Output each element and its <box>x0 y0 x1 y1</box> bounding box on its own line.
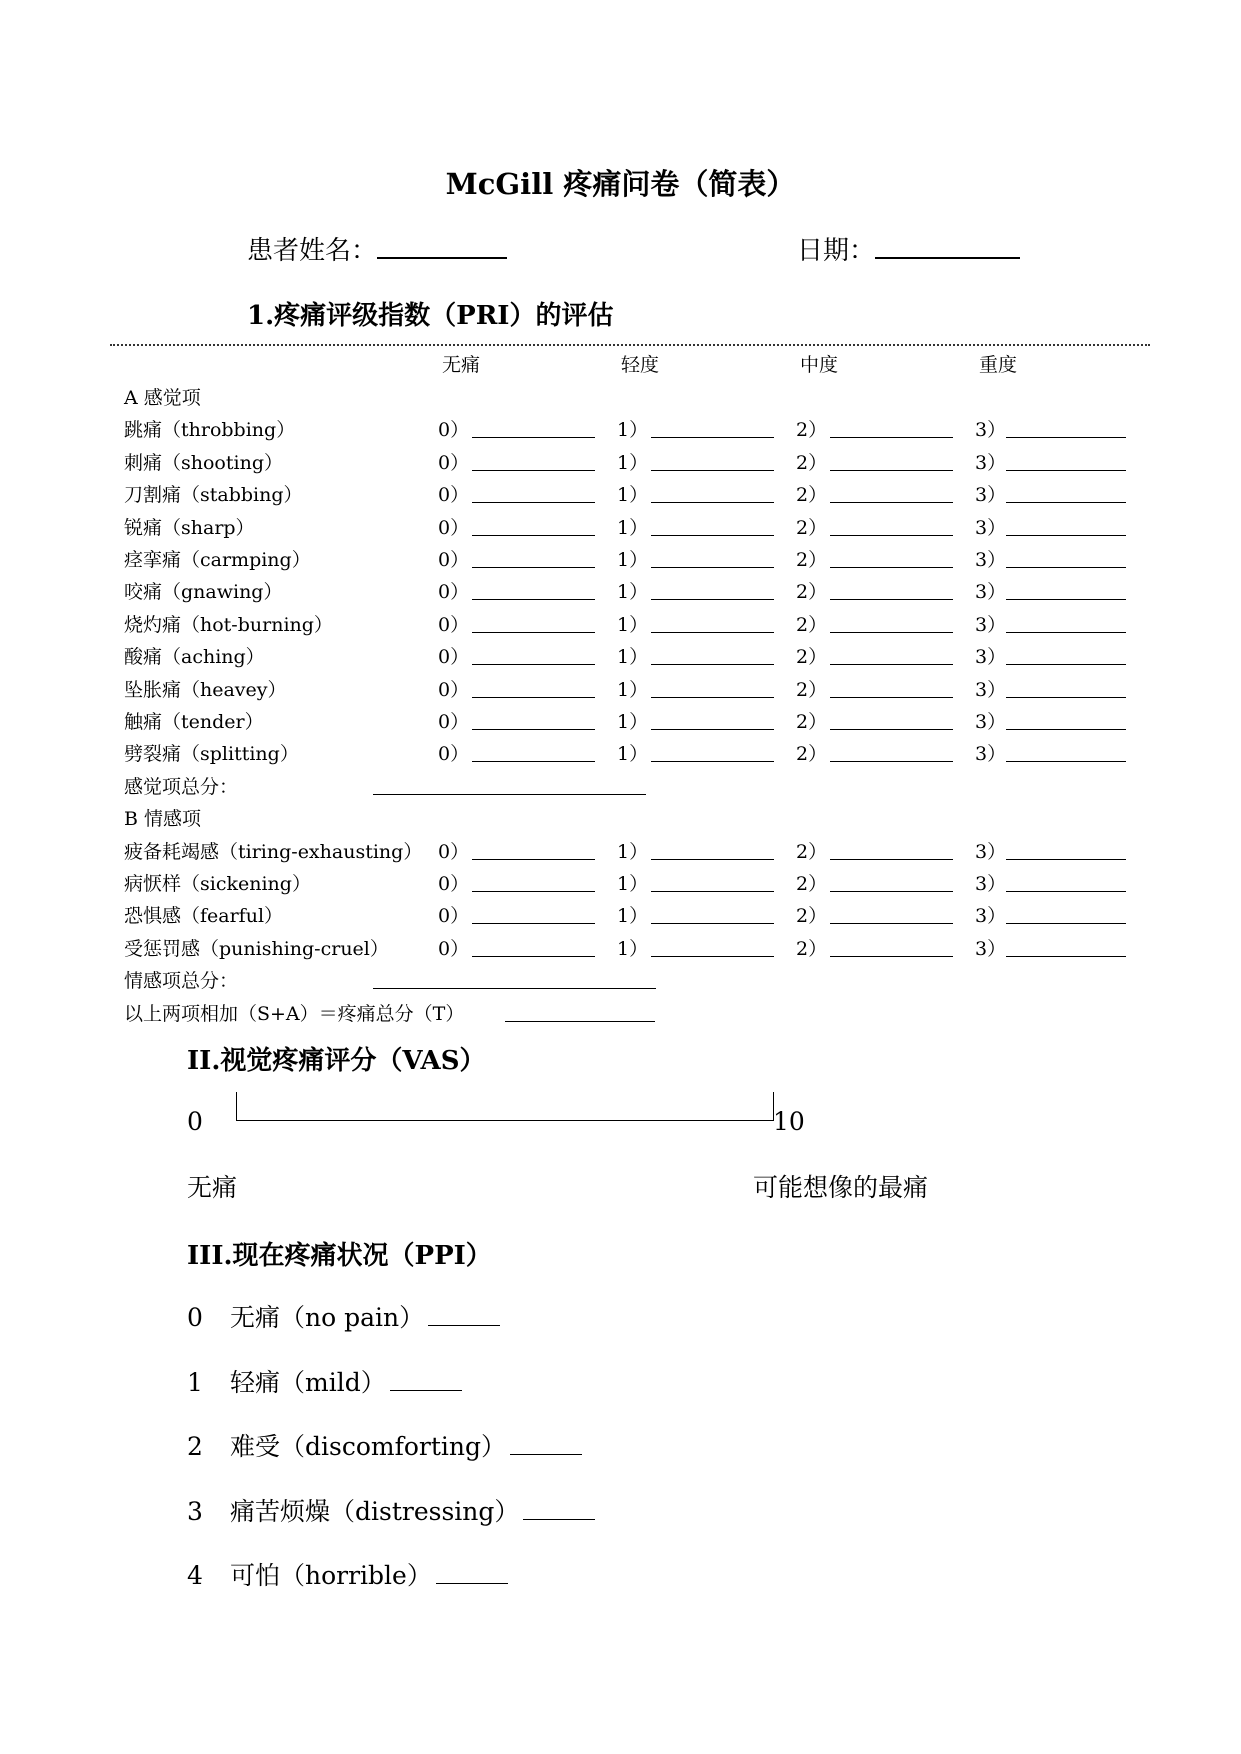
option-prefix-2: 2） <box>796 613 828 636</box>
option-blank-2[interactable] <box>830 859 953 860</box>
option-prefix-1: 1） <box>617 613 649 636</box>
option-blank-3[interactable] <box>1006 664 1126 665</box>
column-header-severe: 重度 <box>979 354 1018 376</box>
option-prefix-2: 2） <box>796 484 828 507</box>
option-blank-2[interactable] <box>830 470 953 471</box>
option-prefix-3: 3） <box>975 743 1007 766</box>
ppi-item-blank[interactable] <box>510 1454 582 1455</box>
option-prefix-1: 1） <box>617 646 649 669</box>
option-blank-2[interactable] <box>830 437 953 438</box>
option-blank-1[interactable] <box>651 859 774 860</box>
option-prefix-1: 1） <box>617 516 649 539</box>
option-prefix-1: 1） <box>617 419 649 442</box>
ppi-item-label: 无痛（no pain） <box>230 1303 425 1332</box>
option-prefix-0: 0） <box>438 743 470 766</box>
option-prefix-2: 2） <box>796 516 828 539</box>
option-prefix-3: 3） <box>975 419 1007 442</box>
pain-descriptor-label: 病恹样（sickening） <box>124 873 311 895</box>
option-blank-0[interactable] <box>472 535 595 536</box>
ppi-item-blank[interactable] <box>523 1519 595 1520</box>
pain-descriptor-label: 劈裂痛（splitting） <box>124 743 299 766</box>
sensory-total-blank[interactable] <box>373 794 646 795</box>
option-prefix-2: 2） <box>796 937 828 960</box>
option-prefix-0: 0） <box>438 484 470 507</box>
option-prefix-1: 1） <box>617 937 649 960</box>
pain-descriptor-label: 跳痛（throbbing） <box>124 419 296 442</box>
patient-name-label: 患者姓名： <box>247 236 378 266</box>
ppi-item-label: 轻痛（mild） <box>230 1367 386 1397</box>
option-prefix-0: 0） <box>438 711 470 733</box>
ppi-item-number: 2 <box>187 1432 203 1461</box>
option-blank-1[interactable] <box>651 599 774 600</box>
option-blank-0[interactable] <box>472 664 595 665</box>
option-prefix-3: 3） <box>975 905 1007 928</box>
dotted-divider <box>110 344 1150 346</box>
ppi-item <box>187 1298 500 1334</box>
option-blank-2[interactable] <box>830 923 953 924</box>
option-blank-0[interactable] <box>472 632 595 633</box>
option-prefix-0: 0） <box>438 646 470 669</box>
option-prefix-2: 2） <box>796 905 828 928</box>
ppi-item-blank[interactable] <box>428 1325 500 1326</box>
option-blank-2[interactable] <box>830 891 953 892</box>
date-row <box>797 230 1020 267</box>
total-score-label: 以上两项相加（S+A）＝疼痛总分（T） <box>124 1002 465 1025</box>
vas-max: 10 <box>773 1107 805 1136</box>
option-prefix-0: 0） <box>438 451 470 474</box>
option-blank-2[interactable] <box>830 729 953 730</box>
option-prefix-3: 3） <box>975 646 1007 669</box>
option-prefix-2: 2） <box>796 840 828 863</box>
patient-name-row <box>247 230 507 267</box>
option-prefix-2: 2） <box>796 711 828 733</box>
option-prefix-0: 0） <box>438 549 470 571</box>
option-prefix-0: 0） <box>438 581 470 604</box>
option-prefix-1: 1） <box>617 451 649 474</box>
option-blank-1[interactable] <box>651 891 774 892</box>
pain-descriptor-label: 锐痛（sharp） <box>124 516 255 539</box>
option-prefix-0: 0） <box>438 516 470 539</box>
ppi-heading: III.现在疼痛状况（PPI） <box>187 1241 492 1271</box>
option-prefix-3: 3） <box>975 678 1007 701</box>
option-blank-3[interactable] <box>1006 697 1126 698</box>
option-prefix-3: 3） <box>975 549 1007 571</box>
option-blank-0[interactable] <box>472 502 595 503</box>
ppi-item-number: 0 <box>187 1303 203 1332</box>
ppi-item <box>187 1556 508 1592</box>
vas-min: 0 <box>187 1107 203 1136</box>
option-blank-1[interactable] <box>651 729 774 730</box>
ppi-item <box>187 1492 595 1528</box>
option-prefix-1: 1） <box>617 711 649 733</box>
option-prefix-3: 3） <box>975 516 1007 539</box>
option-prefix-0: 0） <box>438 840 470 863</box>
option-blank-3[interactable] <box>1006 729 1126 730</box>
pain-descriptor-label: 恐惧感（fearful） <box>124 905 284 928</box>
option-blank-0[interactable] <box>472 437 595 438</box>
pain-descriptor-label: 刀割痛（stabbing） <box>124 484 303 507</box>
date-label: 日期： <box>797 236 876 266</box>
option-blank-0[interactable] <box>472 729 595 730</box>
pain-descriptor-label: 坠胀痛（heavey） <box>124 678 287 701</box>
vas-max-label: 可能想像的最痛 <box>753 1173 929 1202</box>
option-blank-3[interactable] <box>1006 567 1126 568</box>
option-blank-3[interactable] <box>1006 437 1126 438</box>
option-blank-0[interactable] <box>472 923 595 924</box>
option-blank-0[interactable] <box>472 567 595 568</box>
pain-descriptor-label: 烧灼痛（hot-burning） <box>124 613 333 636</box>
option-prefix-2: 2） <box>796 451 828 474</box>
option-blank-0[interactable] <box>472 470 595 471</box>
form-title: McGill 疼痛问卷（简表） <box>445 167 796 201</box>
option-prefix-1: 1） <box>617 840 649 863</box>
option-blank-3[interactable] <box>1006 761 1126 762</box>
option-blank-1[interactable] <box>651 761 774 762</box>
option-blank-1[interactable] <box>651 664 774 665</box>
option-blank-2[interactable] <box>830 567 953 568</box>
option-blank-1[interactable] <box>651 567 774 568</box>
pain-descriptor-label: 受惩罚感（punishing-cruel） <box>124 937 389 960</box>
pain-descriptor-label: 触痛（tender） <box>124 711 264 733</box>
option-prefix-3: 3） <box>975 451 1007 474</box>
option-blank-3[interactable] <box>1006 891 1126 892</box>
option-prefix-3: 3） <box>975 613 1007 636</box>
option-blank-0[interactable] <box>472 956 595 957</box>
sensory-heading: A 感觉项 <box>124 387 201 409</box>
affective-heading: B 情感项 <box>124 808 202 831</box>
ppi-item-label: 可怕（horrible） <box>230 1561 432 1590</box>
pain-descriptor-label: 疲备耗竭感（tiring-exhausting） <box>124 840 423 863</box>
ppi-item-number: 1 <box>187 1367 203 1397</box>
option-blank-2[interactable] <box>830 956 953 957</box>
option-blank-1[interactable] <box>651 923 774 924</box>
option-blank-0[interactable] <box>472 599 595 600</box>
option-blank-2[interactable] <box>830 664 953 665</box>
option-blank-3[interactable] <box>1006 535 1126 536</box>
option-prefix-2: 2） <box>796 678 828 701</box>
option-prefix-3: 3） <box>975 937 1007 960</box>
option-prefix-1: 1） <box>617 484 649 507</box>
option-prefix-1: 1） <box>617 743 649 766</box>
option-blank-2[interactable] <box>830 697 953 698</box>
option-blank-3[interactable] <box>1006 923 1126 924</box>
column-header-mild: 轻度 <box>621 354 660 376</box>
column-header-none: 无痛 <box>442 354 481 376</box>
option-blank-1[interactable] <box>651 697 774 698</box>
total-score-blank[interactable] <box>505 1021 655 1022</box>
vas-scale-line[interactable] <box>236 1092 774 1121</box>
option-prefix-3: 3） <box>975 484 1007 507</box>
option-blank-1[interactable] <box>651 502 774 503</box>
option-blank-3[interactable] <box>1006 599 1126 600</box>
option-prefix-0: 0） <box>438 678 470 701</box>
ppi-item-label: 痛苦烦燥（distressing） <box>230 1496 520 1526</box>
option-prefix-1: 1） <box>617 873 649 895</box>
option-blank-2[interactable] <box>830 535 953 536</box>
option-prefix-2: 2） <box>796 549 828 571</box>
option-prefix-2: 2） <box>796 873 828 895</box>
ppi-item <box>187 1363 462 1399</box>
option-prefix-2: 2） <box>796 743 828 766</box>
option-prefix-0: 0） <box>438 873 470 895</box>
option-prefix-1: 1） <box>617 581 649 604</box>
option-blank-1[interactable] <box>651 632 774 633</box>
option-blank-3[interactable] <box>1006 502 1126 503</box>
option-blank-0[interactable] <box>472 891 595 892</box>
option-prefix-0: 0） <box>438 905 470 928</box>
option-blank-1[interactable] <box>651 956 774 957</box>
option-blank-2[interactable] <box>830 761 953 762</box>
option-prefix-2: 2） <box>796 581 828 604</box>
option-prefix-0: 0） <box>438 613 470 636</box>
option-prefix-1: 1） <box>617 905 649 928</box>
option-prefix-3: 3） <box>975 873 1007 895</box>
option-blank-3[interactable] <box>1006 632 1126 633</box>
sensory-total-label: 感觉项总分： <box>124 775 239 798</box>
option-prefix-3: 3） <box>975 581 1007 604</box>
option-blank-3[interactable] <box>1006 956 1126 957</box>
ppi-item-blank[interactable] <box>436 1583 508 1584</box>
option-blank-1[interactable] <box>651 535 774 536</box>
option-blank-1[interactable] <box>651 437 774 438</box>
ppi-item-number: 3 <box>187 1496 203 1526</box>
ppi-item <box>187 1427 582 1463</box>
pain-descriptor-label: 痉挛痛（carmping） <box>124 549 311 571</box>
affective-total-label: 情感项总分： <box>124 970 239 993</box>
option-blank-2[interactable] <box>830 502 953 503</box>
date-field[interactable] <box>875 257 1020 259</box>
option-blank-0[interactable] <box>472 761 595 762</box>
vas-heading: II.视觉疼痛评分（VAS） <box>187 1046 486 1076</box>
option-prefix-1: 1） <box>617 549 649 571</box>
option-prefix-3: 3） <box>975 711 1007 733</box>
option-blank-2[interactable] <box>830 632 953 633</box>
option-blank-1[interactable] <box>651 470 774 471</box>
pain-descriptor-label: 刺痛（shooting） <box>124 451 283 474</box>
option-blank-2[interactable] <box>830 599 953 600</box>
ppi-item-blank[interactable] <box>390 1390 462 1391</box>
patient-name-field[interactable] <box>377 257 507 259</box>
option-blank-0[interactable] <box>472 859 595 860</box>
option-prefix-0: 0） <box>438 937 470 960</box>
option-blank-3[interactable] <box>1006 859 1126 860</box>
vas-min-label: 无痛 <box>187 1173 238 1202</box>
ppi-item-number: 4 <box>187 1561 203 1590</box>
ppi-item-label: 难受（discomforting） <box>230 1432 506 1461</box>
pain-descriptor-label: 酸痛（aching） <box>124 646 265 669</box>
pain-descriptor-label: 咬痛（gnawing） <box>124 581 283 604</box>
pri-heading: 1.疼痛评级指数（PRI）的评估 <box>247 301 614 331</box>
option-prefix-1: 1） <box>617 678 649 701</box>
affective-total-blank[interactable] <box>373 988 656 989</box>
option-prefix-2: 2） <box>796 419 828 442</box>
option-blank-3[interactable] <box>1006 470 1126 471</box>
option-prefix-2: 2） <box>796 646 828 669</box>
option-blank-0[interactable] <box>472 697 595 698</box>
option-prefix-3: 3） <box>975 840 1007 863</box>
column-header-moderate: 中度 <box>800 354 839 376</box>
option-prefix-0: 0） <box>438 419 470 442</box>
